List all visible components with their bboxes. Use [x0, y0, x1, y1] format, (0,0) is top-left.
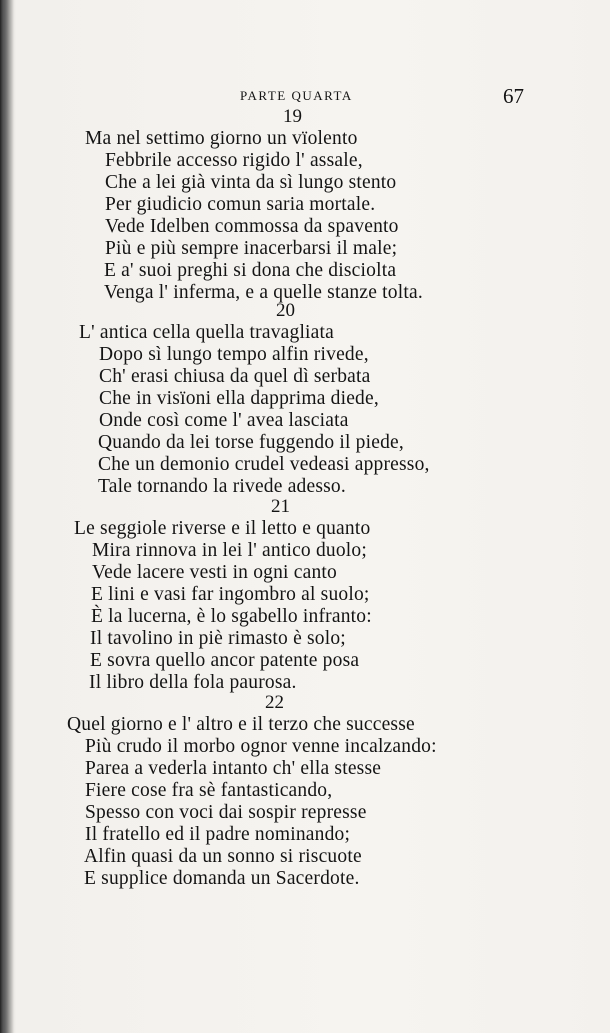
verse-line: Tale tornando la rivede adesso. — [98, 476, 346, 497]
verse-line: Il tavolino in piè rimasto è solo; — [90, 628, 346, 649]
book-spine-shadow — [0, 0, 14, 1033]
verse-line: Ma nel settimo giorno un vïolento — [85, 128, 358, 149]
verse-line: E a' suoi preghi si dona che disciolta — [104, 260, 397, 281]
verse-line: Quando da lei torse fuggendo il piede, — [98, 432, 404, 453]
stanza-number-22: 22 — [265, 692, 284, 713]
verse-line: Vede Idelben commossa da spavento — [105, 216, 399, 237]
verse-line: Mira rinnova in lei l' antico duolo; — [92, 540, 367, 561]
verse-line: E lini e vasi far ingombro al suolo; — [91, 584, 370, 605]
verse-line: Più crudo il morbo ognor venne incalzando: — [85, 736, 437, 757]
verse-line: Che a lei già vinta da sì lungo stento — [105, 172, 397, 193]
verse-line: Onde così come l' avea lasciata — [99, 410, 349, 431]
running-head — [0, 84, 610, 110]
verse-line: Ch' erasi chiusa da quel dì serbata — [99, 366, 371, 387]
verse-line: Il libro della fola paurosa. — [89, 672, 297, 693]
stanza-number-20: 20 — [276, 300, 295, 321]
verse-line: Che un demonio crudel vedeasi appresso, — [98, 454, 430, 475]
running-title: PARTE QUARTA — [240, 88, 353, 103]
verse-line: E sovra quello ancor patente posa — [90, 650, 360, 671]
stanza-number-19: 19 — [283, 106, 302, 127]
verse-line: Vede lacere vesti in ogni canto — [92, 562, 337, 583]
verse-line: Alfin quasi da un sonno si riscuote — [84, 846, 362, 867]
verse-line: Febbrile accesso rigido l' assale, — [105, 150, 363, 171]
verse-line: Le seggiole riverse e il letto e quanto — [74, 518, 371, 539]
page-number: 67 — [503, 84, 524, 108]
verse-line: Quel giorno e l' altro e il terzo che successe — [67, 714, 415, 735]
verse-line: L' antica cella quella travagliata — [79, 322, 335, 343]
verse-line: Parea a vederla intanto ch' ella stesse — [85, 758, 382, 779]
verse-line: Il fratello ed il padre nominando; — [85, 824, 351, 845]
verse-line: Fiere cose fra sè fantasticando, — [85, 780, 333, 801]
verse-line: Venga l' inferma, e a quelle stanze tolta. — [104, 282, 423, 303]
stanza-number-21: 21 — [271, 496, 290, 517]
verse-line: E supplice domanda un Sacerdote. — [84, 868, 360, 889]
verse-line: Più e più sempre inacerbarsi il male; — [105, 238, 398, 259]
verse-line: Dopo sì lungo tempo alfin rivede, — [99, 344, 369, 365]
verse-line: Spesso con voci dai sospir represse — [85, 802, 367, 823]
verse-line: Per giudicio comun saria mortale. — [105, 194, 376, 215]
verse-line: Che in visïoni ella dapprima diede, — [99, 388, 379, 409]
verse-line: È la lucerna, è lo sgabello infranto: — [91, 606, 372, 627]
